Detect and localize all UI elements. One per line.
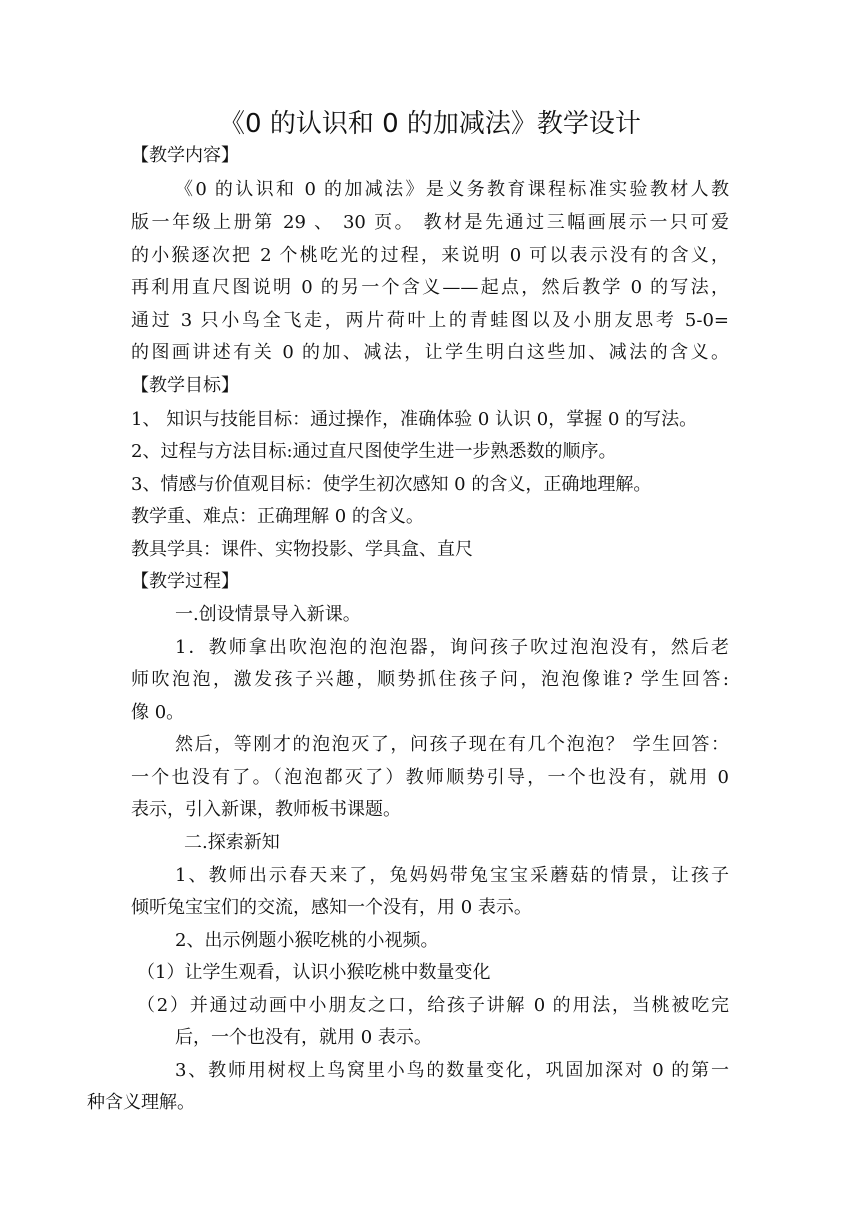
content-line-2: 版一年级上册第 29 、 30 页。 教材是先通过三幅画展示一只可爱: [131, 212, 729, 233]
content-line-6: 的图画讲述有关 0 的加、减法，让学生明白这些加、减法的含义。: [131, 342, 729, 363]
section-heading-goals: 【教学目标】: [131, 375, 239, 396]
content-line-3: 的小猴逐次把 2 个桃吃光的过程，来说明 0 可以表示没有的含义，: [131, 245, 729, 266]
step2-sub-item-2-line-2: 后，一个也没有，就用 0 表示。: [175, 1027, 432, 1048]
process-step-1-heading: 一.创设情景导入新课。: [175, 604, 361, 625]
step1-paragraph2-line-3: 表示，引入新课，教师板书课题。: [131, 799, 401, 820]
step1-paragraph1-line-1: 1．教师拿出吹泡泡的泡泡器，询问孩子吹过泡泡没有，然后老: [175, 637, 729, 658]
step1-paragraph1-line-2: 师吹泡泡，激发孩子兴趣，顺势抓住孩子问，泡泡像谁? 学生回答:: [131, 669, 729, 690]
goal-3: 3、情感与价值观目标：使学生初次感知 0 的含义，正确地理解。: [131, 474, 652, 495]
content-line-4: 再利用直尺图说明 0 的另一个含义——起点，然后教学 0 的写法，: [131, 277, 729, 298]
step2-paragraph3-line-1: 3、教师用树杈上鸟窝里小鸟的数量变化，巩固加深对 0 的第一: [175, 1060, 729, 1081]
document-title: 《0 的认识和 0 的加减法》教学设计: [219, 109, 641, 139]
process-step-2-heading: 二.探索新知: [184, 832, 280, 853]
goal-1: 1、 知识与技能目标：通过操作，准确体验 0 认识 0，掌握 0 的写法。: [131, 409, 698, 430]
content-line-1: 《0 的认识和 0 的加减法》是义务教育课程标准实验教材人教: [175, 179, 729, 200]
step2-paragraph3-line-2: 种含义理解。: [87, 1092, 195, 1113]
step1-paragraph2-line-1: 然后，等刚才的泡泡灭了，问孩子现在有几个泡泡？ 学生回答：: [175, 734, 729, 755]
step2-sub-item-2-line-1: （2）并通过动画中小朋友之口，给孩子讲解 0 的用法，当桃被吃完: [137, 995, 729, 1016]
teaching-tools: 教具学具：课件、实物投影、学具盒、直尺: [131, 539, 473, 560]
content-line-5: 通过 3 只小鸟全飞走，两片荷叶上的青蛙图以及小朋友思考 5-0=: [131, 310, 729, 331]
step2-sub-item-1: （1）让学生观看，认识小猴吃桃中数量变化: [137, 962, 491, 983]
section-heading-process: 【教学过程】: [131, 571, 239, 592]
step2-paragraph1-line-2: 倾听兔宝宝们的交流，感知一个没有，用 0 表示。: [131, 897, 532, 918]
step1-paragraph2-line-2: 一个也没有了。（泡泡都灭了）教师顺势引导，一个也没有，就用 0: [131, 767, 729, 788]
step2-paragraph1-line-1: 1、教师出示春天来了，兔妈妈带兔宝宝采蘑菇的情景，让孩子: [175, 865, 729, 886]
section-heading-content: 【教学内容】: [131, 145, 239, 166]
goal-2: 2、过程与方法目标:通过直尺图使学生进一步熟悉数的顺序。: [131, 441, 617, 462]
key-points: 教学重、难点：正确理解 0 的含义。: [131, 506, 424, 527]
step1-paragraph1-line-3: 像 0。: [131, 702, 185, 723]
step2-paragraph2: 2、出示例题小猴吃桃的小视频。: [175, 930, 439, 951]
